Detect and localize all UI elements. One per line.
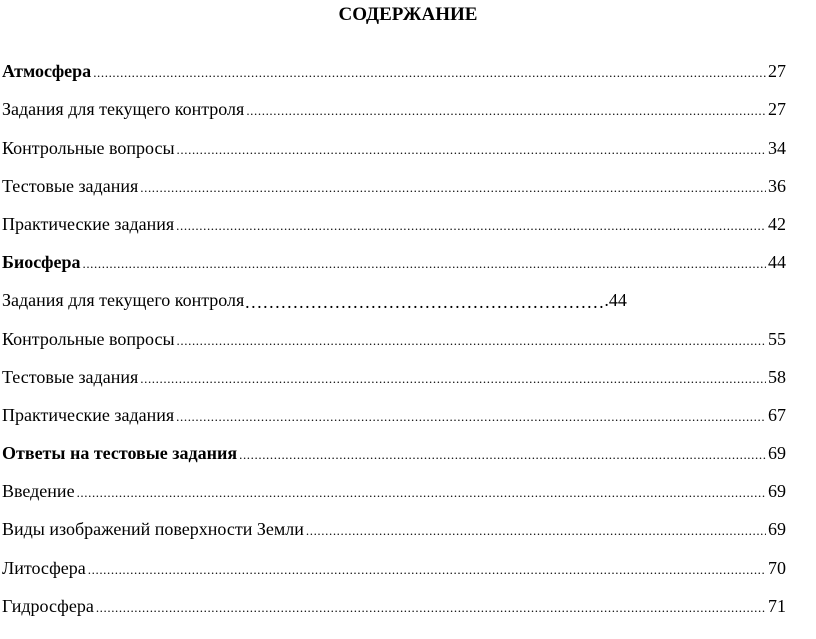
dot-leader xyxy=(306,522,766,540)
toc-entry-label: Гидросфера xyxy=(2,595,94,616)
dot-leader xyxy=(140,370,766,388)
toc-entry-page: 71 xyxy=(768,595,786,616)
dot-leader xyxy=(239,446,766,464)
toc-entry xyxy=(2,197,786,235)
dot-leader xyxy=(82,255,766,273)
toc-entry-label: Практические задания xyxy=(2,404,175,425)
toc-entry-label: Ответы на тестовые задания xyxy=(2,443,238,464)
dot-leader xyxy=(96,599,766,617)
toc-entry-page: 69 xyxy=(768,443,786,464)
toc-entry-page: 36 xyxy=(768,175,786,196)
dot-leader xyxy=(176,408,766,426)
toc-entry-page: 27 xyxy=(768,99,786,120)
dot-leader xyxy=(140,179,766,197)
dot-leader xyxy=(88,561,766,579)
toc-entry xyxy=(2,540,786,578)
toc-entry-label: Тестовые задания xyxy=(2,366,139,387)
toc-entry-label: Атмосфера xyxy=(2,61,92,82)
table-of-contents xyxy=(2,44,786,617)
toc-entry xyxy=(2,159,786,197)
toc-entry-label: Биосфера xyxy=(2,252,81,273)
toc-entry xyxy=(2,464,786,502)
dot-leader xyxy=(177,141,766,159)
dot-leader xyxy=(77,484,766,502)
toc-entry-page: 69 xyxy=(768,519,786,540)
toc-entry-label: Практические задания xyxy=(2,213,175,234)
toc-entry-atmosphere xyxy=(2,44,786,82)
page-title: СОДЕРЖАНИЕ xyxy=(338,4,478,25)
toc-entry-page: 34 xyxy=(768,137,786,158)
toc-entry xyxy=(2,120,786,158)
toc-entry-page: 70 xyxy=(768,557,786,578)
toc-entry xyxy=(2,273,786,311)
dot-leader xyxy=(176,217,766,235)
dot-leader xyxy=(93,64,766,82)
toc-entry-page: 67 xyxy=(768,404,786,425)
toc-entry-label: Контрольные вопросы xyxy=(2,137,175,158)
toc-entry-label: Тестовые задания xyxy=(2,175,139,196)
toc-entry-label: Контрольные вопросы xyxy=(2,328,175,349)
toc-entry-page: 55 xyxy=(768,328,786,349)
toc-entry-label: Введение xyxy=(2,481,75,502)
toc-entry-label: Виды изображений поверхности Земли xyxy=(2,519,304,540)
toc-entry xyxy=(2,311,786,349)
ellipsis-leader: …………………………………………………… xyxy=(244,293,605,312)
toc-entry-answers xyxy=(2,426,786,464)
toc-entry xyxy=(2,579,786,617)
toc-entry-page: 69 xyxy=(768,481,786,502)
toc-entry xyxy=(2,350,786,388)
toc-entry xyxy=(2,388,786,426)
toc-entry-label: Литосфера xyxy=(2,557,86,578)
toc-entry xyxy=(2,502,786,540)
toc-entry-biosphere xyxy=(2,235,786,273)
toc-entry-page: 42 xyxy=(768,213,786,234)
toc-entry xyxy=(2,82,786,120)
dot-leader xyxy=(246,102,766,120)
toc-entry-page: 44 xyxy=(768,252,786,273)
toc-entry-page: 27 xyxy=(768,61,786,82)
dot-leader xyxy=(177,332,766,350)
toc-entry-page: .44 xyxy=(604,290,627,311)
toc-entry-label: Задания для текущего контроля xyxy=(2,290,245,311)
toc-entry-page: 58 xyxy=(768,366,786,387)
toc-entry-label: Задания для текущего контроля xyxy=(2,99,245,120)
